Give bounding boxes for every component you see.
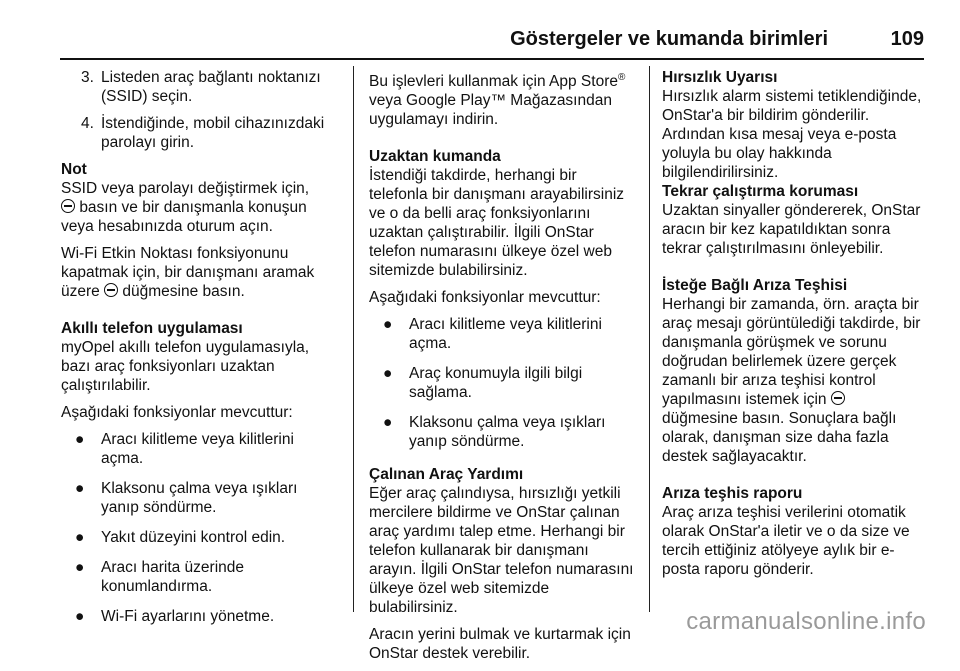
- paragraph: Aracın yerini bulmak ve kurtarmak için OnStar destek verebilir.: [369, 626, 631, 663]
- section-heading: Tekrar çalıştırma koruması: [662, 183, 859, 200]
- functions-list: [61, 430, 339, 626]
- watermark: carmanualsonline.info: [686, 608, 926, 635]
- paragraph: Hırsızlık alarm sistemi tetiklendiğinde, OnStar'a bir bildirim gönderilir. Ardından kısa mesaj veya e-posta yoluyla bu olay hakkında bilgilendirilirsiniz.: [662, 88, 922, 181]
- column-3: [662, 68, 930, 587]
- paragraph: myOpel akıllı telefon uygulamasıyla, bazı araç fonksiyonları uzaktan çalıştırılabilir.: [61, 339, 310, 394]
- paragraph: Eğer araç çalındıysa, hırsızlığı yetkili mercilere bildirme ve OnStar çalınan araç yardımı talep etme. Herhangi bir telefon kullanarak bir danışmanı arayın. İlgili OnStar telefon numarasını ülkeye özel web sitemizde bulabilirsiniz.: [369, 485, 634, 617]
- paragraph: İstendiği takdirde, herhangi bir telefonla bir danışmanı arayabilirsiniz ve o da belli araç fonksiyonlarını uzaktan çalıştırabilir. İlgili OnStar telefon numarasını ülkeye özel web sitemizde bulabilirsiniz.: [369, 167, 625, 280]
- functions-list: [369, 315, 637, 451]
- section-heading: Arıza teşhis raporu: [662, 485, 803, 502]
- column-1: [61, 68, 339, 637]
- page-title: Göstergeler ve kumanda birimleri: [510, 28, 828, 50]
- section-heading: Hırsızlık Uyarısı: [662, 69, 778, 86]
- list-item: ● Klaksonu çalma veya ışıkları yanıp söndürme.: [383, 414, 606, 451]
- list-item: ● Klaksonu çalma veya ışıkları yanıp söndürme.: [75, 480, 298, 516]
- section-heading: Uzaktan kumanda: [369, 148, 501, 166]
- list-item: ● Yakıt düzeyini kontrol edin.: [75, 529, 286, 546]
- paragraph: Herhangi bir zamanda, örn. araçta bir araç mesajı görüntülediği takdirde, bir danışmanla görüşmek ve sorunu doğrudan belirlemek üzere gerçek zamanlı bir arıza teşhisi kontrol yapılmasını istemek için düğmesine basın. Sonuçlara bağlı olarak, danışman size daha fazla destek sağlayacaktır.: [662, 296, 921, 465]
- onstar-button-icon: [61, 199, 75, 213]
- note-text: SSID veya parolayı değiştirmek için, basın ve bir danışmanla konuşun veya hesabınızda oturum açın.: [61, 180, 310, 235]
- list-item: ● Araç konumuyla ilgili bilgi sağlama.: [383, 365, 583, 402]
- section-heading: Çalınan Araç Yardımı: [369, 466, 524, 484]
- paragraph: Uzaktan sinyaller göndererek, OnStar aracın bir kez kapatıldıktan sonra tekrar çalıştırılmasını önleyebilir.: [662, 202, 921, 257]
- note-block: [61, 160, 339, 236]
- paragraph: Aşağıdaki fonksiyonlar mevcuttur:: [61, 404, 293, 421]
- list-item: 3. Listeden araç bağlantı noktanızı (SSID) seçin.: [81, 69, 321, 105]
- onstar-button-icon: [831, 391, 845, 405]
- list-item: ● Aracı kilitleme veya kilitlerini açma.: [75, 431, 294, 467]
- page-header: [60, 22, 924, 60]
- column-divider: [353, 66, 354, 612]
- paragraph: Araç arıza teşhisi verilerini otomatik olarak OnStar'a iletir ve o da size ve tercih ettiğiniz atölyeye aylık bir e-posta raporu gönderir.: [662, 504, 910, 578]
- paragraph: Aşağıdaki fonksiyonlar mevcuttur:: [369, 289, 601, 307]
- page-number: 109: [890, 28, 924, 50]
- onstar-button-icon: [104, 283, 118, 297]
- list-item: ● Aracı kilitleme veya kilitlerini açma.: [383, 316, 602, 353]
- section-heading: İsteğe Bağlı Arıza Teşhisi: [662, 277, 848, 294]
- column-2: [369, 68, 637, 671]
- note-title: Not: [61, 161, 87, 178]
- section-heading: Akıllı telefon uygulaması: [61, 320, 243, 337]
- list-item: 4. İstendiğinde, mobil cihazınızdaki parolayı girin.: [81, 115, 325, 151]
- list-item: ● Aracı harita üzerinde konumlandırma.: [75, 559, 245, 595]
- column-divider: [649, 66, 650, 612]
- wifi-paragraph: Wi-Fi Etkin Noktası fonksiyonunu kapatmak için, bir danışmanı aramak üzere düğmesine basın.: [61, 245, 315, 300]
- paragraph: Bu işlevleri kullanmak için App Store® veya Google Play™ Mağazasından uygulamayı indirin.: [369, 72, 626, 129]
- list-item: ● Wi-Fi ayarlarını yönetme.: [75, 608, 275, 625]
- steps-list: [61, 68, 339, 152]
